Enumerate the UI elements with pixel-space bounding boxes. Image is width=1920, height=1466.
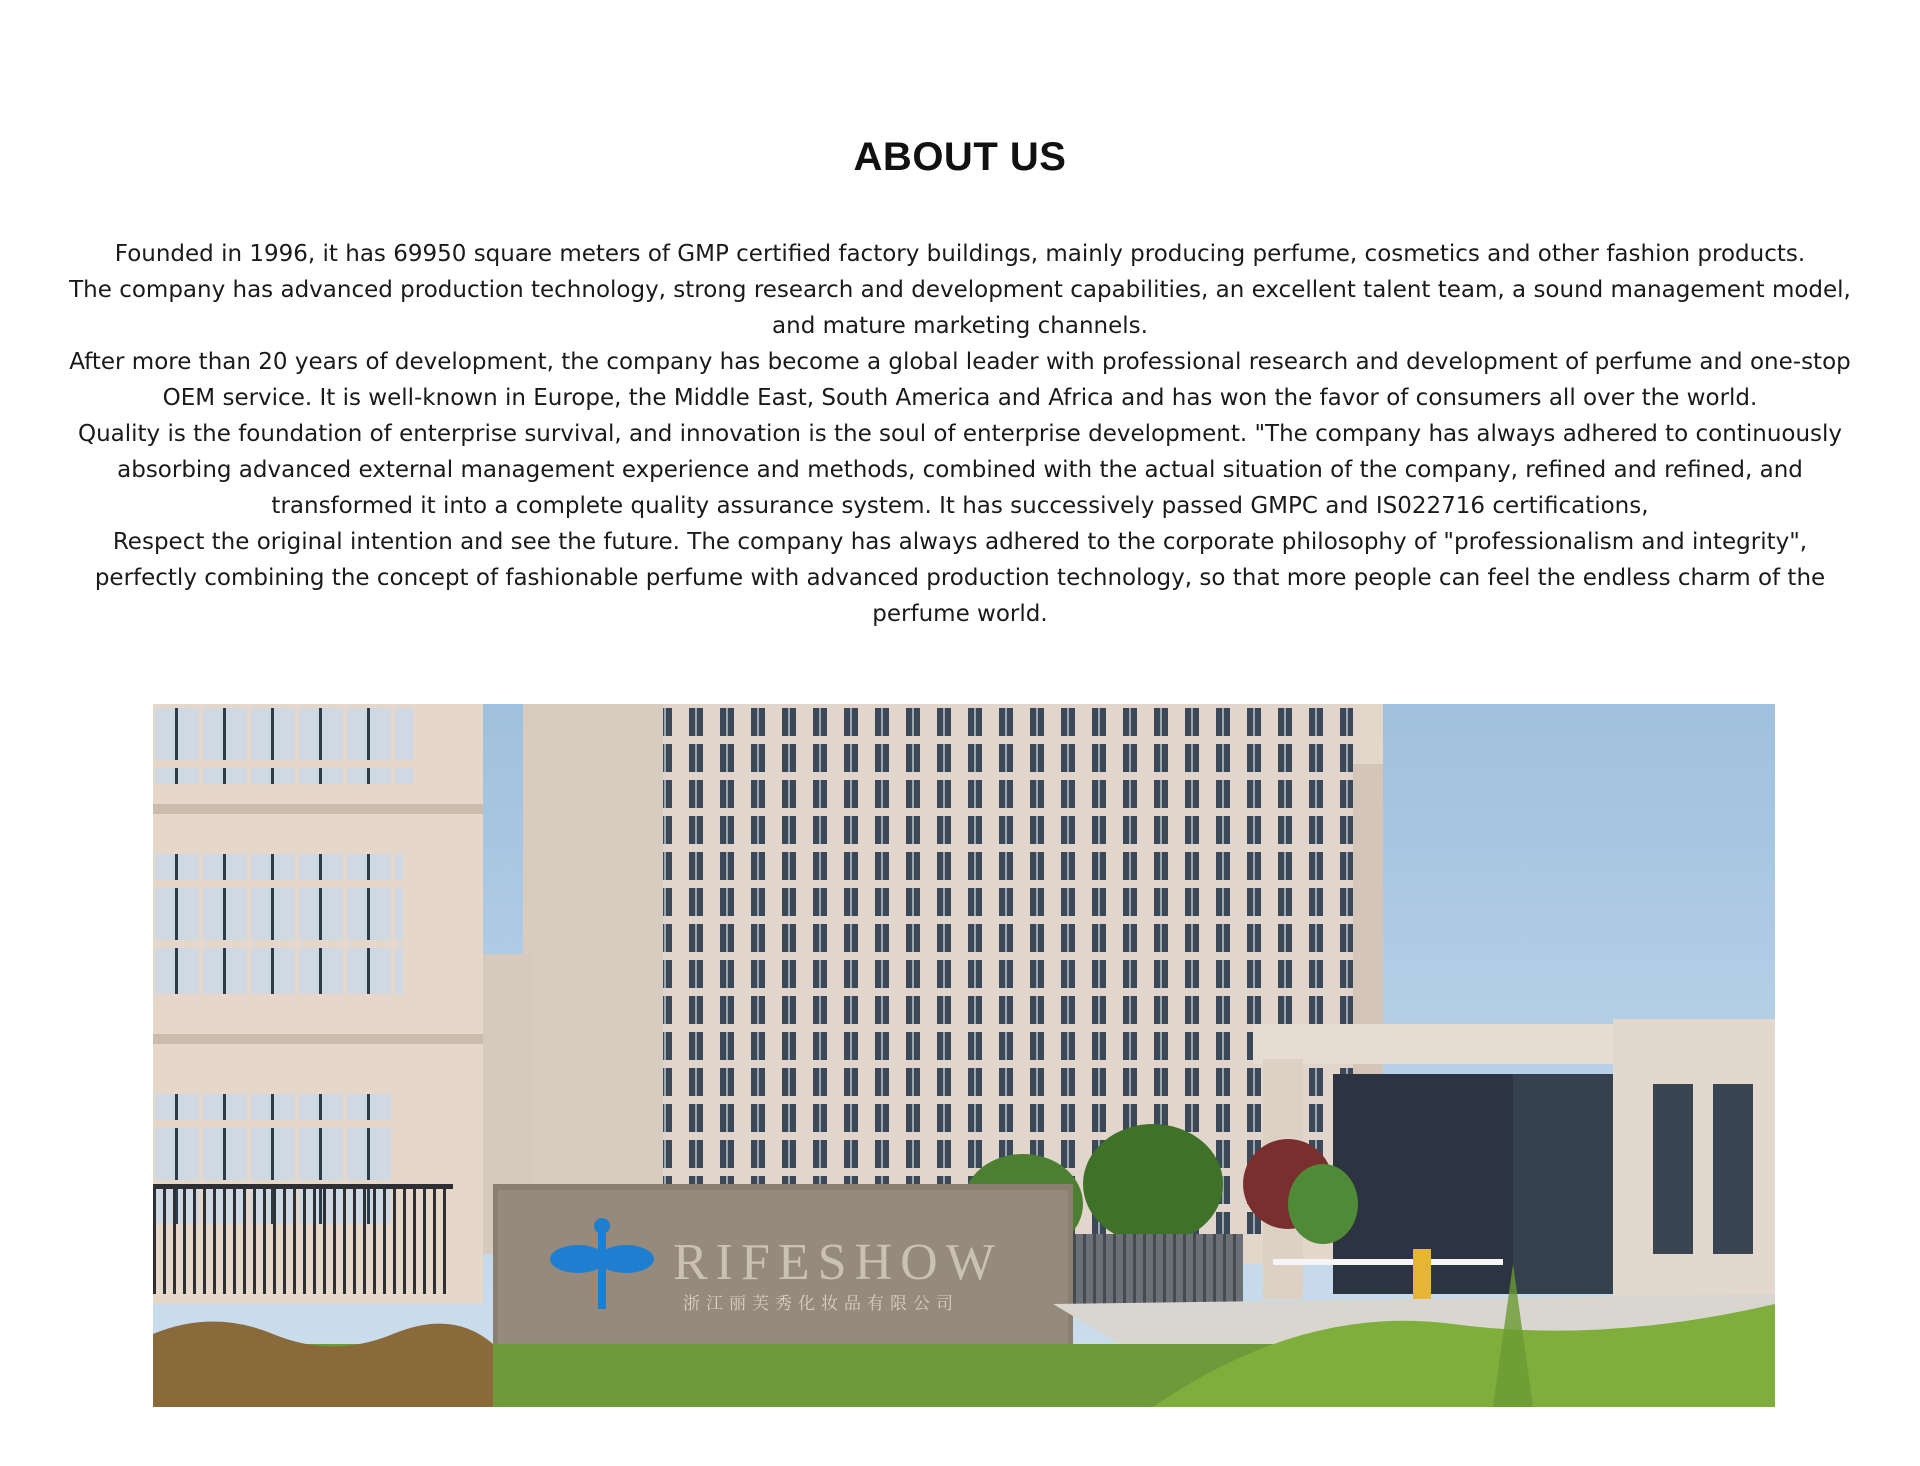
barrier-arm [1273, 1259, 1503, 1265]
about-paragraph-2: The company has advanced production technology, strong research and development capabilities, an excellent talent team, a sound management model, and mature marketing channels. [69, 277, 1851, 339]
about-paragraph-3: After more than 20 years of development, the company has become a global leader with professional research and development of perfume and one-stop OEM service. It is well-known in Europe, the Middle East, South America and Africa and has won the favor of consumers all over the world. [69, 349, 1851, 411]
sign-subtitle: 浙江丽芙秀化妆品有限公司 [683, 1294, 959, 1314]
brand-sign [493, 1184, 1073, 1364]
about-paragraph-4: Quality is the foundation of enterprise survival, and innovation is the soul of enterprise development. "The company has always adhered to continuously absorbing advanced external management experience and methods, combined with the actual situation of the company, refined and refined, and transformed it into a complete quality assurance system. It has successively passed GMPC and IS022716 certifications, [77, 421, 1843, 519]
factory-illustration [153, 704, 1775, 1407]
fence [153, 1184, 453, 1294]
sign-brand: RIFESHOW [673, 1234, 1003, 1291]
page-title: ABOUT US [853, 134, 1067, 179]
factory-photo [153, 704, 1775, 1407]
about-paragraph-1: Founded in 1996, it has 69950 square meters of GMP certified factory buildings, mainly producing perfume, cosmetics and other fashion products. [114, 241, 1806, 267]
about-paragraph-5: Respect the original intention and see the future. The company has always adhered to the corporate philosophy of "professionalism and integrity", perfectly combining the concept of fashionable perfume with advanced production technology, so that more people can feel the endless charm of the perfume world. [94, 529, 1826, 627]
about-description [60, 236, 1860, 632]
